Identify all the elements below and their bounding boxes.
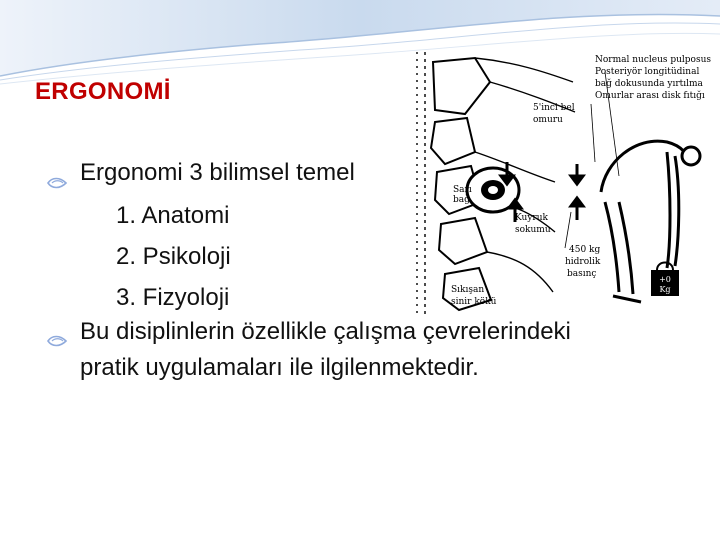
numbered-item: 2. Psikoloji xyxy=(116,243,231,270)
fig-label: Sıkışan xyxy=(451,285,485,295)
weight-label-bottom: Kg xyxy=(659,285,671,294)
bullet-text: Ergonomi 3 bilimsel temel xyxy=(80,159,355,186)
bullet-text: Bu disiplinlerin özellikle çalışma çevrelerindeki xyxy=(80,318,571,345)
fig-label: 450 kg xyxy=(569,245,601,255)
fig-label: Kuyruk xyxy=(515,213,548,223)
fig-label: Omurlar arası disk fıtığı xyxy=(595,91,705,101)
bullet-icon xyxy=(46,176,68,190)
fig-label: bağ xyxy=(453,195,470,205)
slide-title: ERGONOMİ xyxy=(35,78,171,105)
bullet-text-continued: pratik uygulamaları ile ilgilenmektedir. xyxy=(80,354,479,381)
fig-label: basınç xyxy=(567,269,597,279)
fig-label: sokumu xyxy=(515,225,551,235)
fig-label: hidrolik xyxy=(565,257,601,267)
numbered-item: 3. Fizyoloji xyxy=(116,284,230,311)
fig-label: Normal nucleus pulposus xyxy=(595,55,711,65)
fig-label: 5'inci bel xyxy=(533,103,575,113)
weight-label-top: +0 xyxy=(659,275,671,284)
fig-label: bağ dokusunda yırtılma xyxy=(595,79,703,89)
fig-label: Posteriyör longitüdinal xyxy=(595,67,700,77)
bullet-icon xyxy=(46,334,68,348)
numbered-item: 1. Anatomi xyxy=(116,202,230,229)
fig-label: Sarı xyxy=(453,185,472,195)
fig-label: sinir kökü xyxy=(451,297,497,307)
fig-label: omuru xyxy=(533,115,563,125)
